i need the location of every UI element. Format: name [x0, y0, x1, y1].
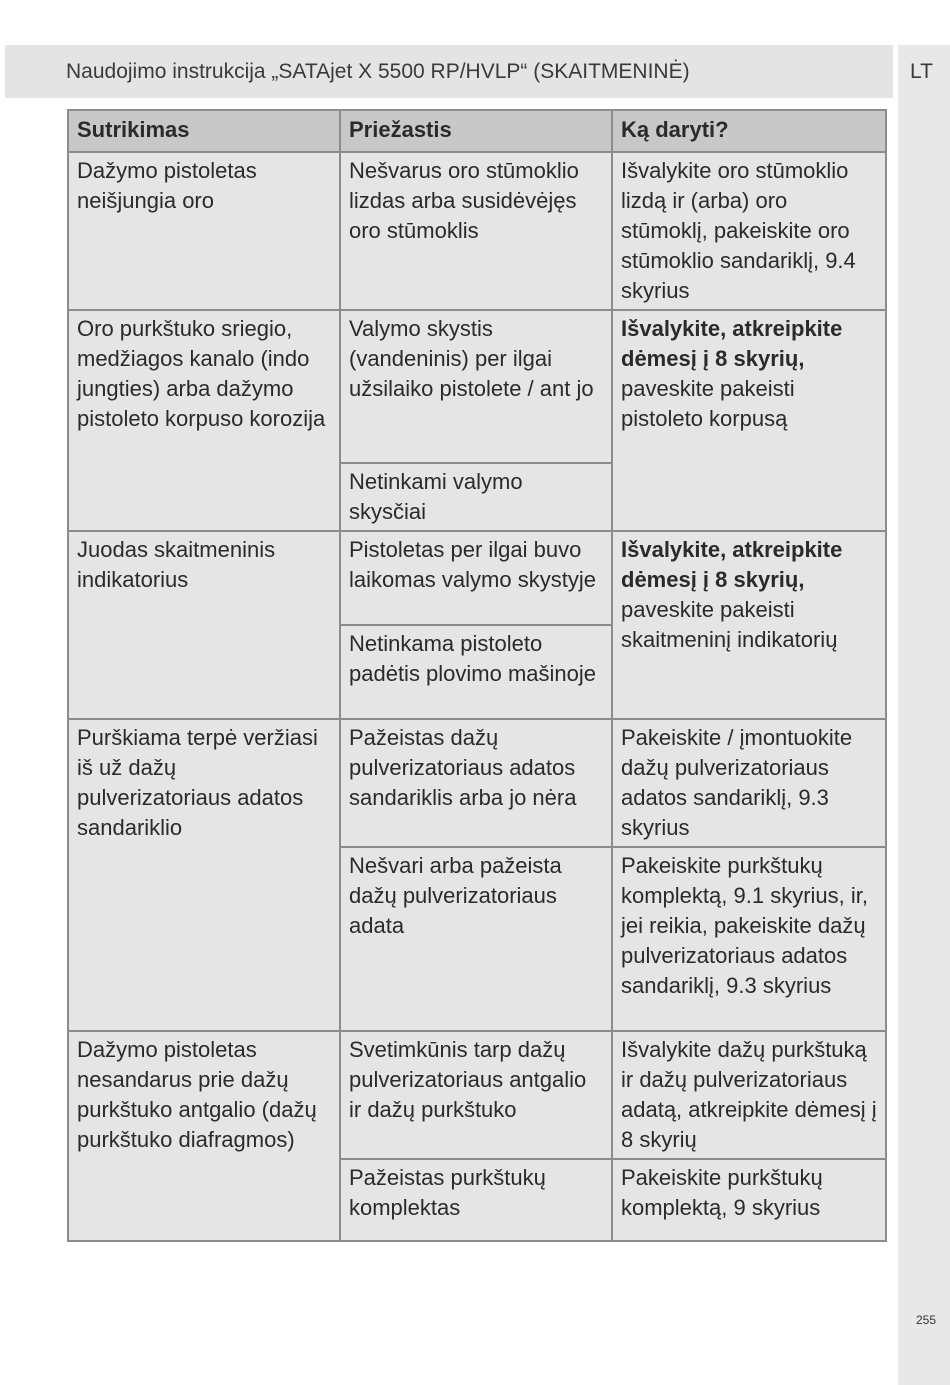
- table-header-row: [68, 110, 886, 152]
- cause-cell: Nešvari arba pažeista dažų pulverizatoriaus adata: [340, 847, 612, 1031]
- table-row: [68, 719, 886, 847]
- cause-cell: Nešvarus oro stūmoklio lizdas arba susidėvėjęs oro stūmoklis: [340, 152, 612, 310]
- column-header-cause: Priežastis: [340, 110, 612, 152]
- cause-cell: Valymo skystis (vandeninis) per ilgai užsilaiko pistolete / ant jo: [340, 310, 612, 463]
- troubleshooting-table: [67, 109, 887, 1242]
- cause-cell: Pistoletas per ilgai buvo laikomas valymo skystyje: [340, 531, 612, 625]
- column-header-remedy: Ką daryti?: [612, 110, 886, 152]
- cause-cell: Netinkama pistoleto padėtis plovimo mašinoje: [340, 625, 612, 719]
- remedy-cell: [612, 531, 886, 719]
- problem-cell: Dažymo pistoletas nesandarus prie dažų purkštuko antgalio (dažų purkštuko diafragmos): [68, 1031, 340, 1241]
- remedy-cell: [612, 310, 886, 531]
- problem-cell: Juodas skaitmeninis indikatorius: [68, 531, 340, 719]
- remedy-cell: Pakeiskite purkštukų komplektą, 9.1 skyrius, ir, jei reikia, pakeiskite dažų pulverizatoriaus adatos sandariklį, 9.3 skyrius: [612, 847, 886, 1031]
- problem-cell: Oro purkštuko sriegio, medžiagos kanalo (indo jungties) arba dažymo pistoleto korpuso korozija: [68, 310, 340, 531]
- remedy-cell: Pakeiskite purkštukų komplektą, 9 skyrius: [612, 1159, 886, 1241]
- table-row: [68, 310, 886, 463]
- problem-cell: Dažymo pistoletas neišjungia oro: [68, 152, 340, 310]
- table-row: [68, 152, 886, 310]
- language-tag: LT: [910, 60, 933, 83]
- cause-cell: Pažeistas dažų pulverizatoriaus adatos sandariklis arba jo nėra: [340, 719, 612, 847]
- page-number: 255: [916, 1313, 937, 1327]
- remedy-bold-text: Išvalykite, atkreipkite dėmesį į 8 skyrių,: [621, 316, 843, 371]
- problem-cell: Purškiama terpė veržiasi iš už dažų pulverizatoriaus adatos sandariklio: [68, 719, 340, 1031]
- cause-cell: Svetimkūnis tarp dažų pulverizatoriaus antgalio ir dažų purkštuko: [340, 1031, 612, 1159]
- cause-cell: Pažeistas purkštukų komplektas: [340, 1159, 612, 1241]
- remedy-text: paveskite pakeisti pistoleto korpusą: [621, 376, 795, 431]
- remedy-text: paveskite pakeisti skaitmeninį indikatorių: [621, 597, 838, 652]
- remedy-cell: Išvalykite oro stūmoklio lizdą ir (arba) oro stūmoklį, pakeiskite oro stūmoklio sandariklį, 9.4 skyrius: [612, 152, 886, 310]
- column-header-problem: Sutrikimas: [68, 110, 340, 152]
- cause-cell: Netinkami valymo skysčiai: [340, 463, 612, 531]
- page-title: Naudojimo instrukcija „SATAjet X 5500 RP/HVLP“ (SKAITMENINĖ): [66, 60, 690, 83]
- remedy-cell: Pakeiskite / įmontuokite dažų pulverizatoriaus adatos sandariklį, 9.3 skyrius: [612, 719, 886, 847]
- language-sidebar: [898, 45, 950, 1385]
- table-row: [68, 1031, 886, 1159]
- remedy-bold-text: Išvalykite, atkreipkite dėmesį į 8 skyrių,: [621, 537, 843, 592]
- table-row: [68, 531, 886, 625]
- remedy-cell: Išvalykite dažų purkštuką ir dažų pulverizatoriaus adatą, atkreipkite dėmesį į 8 skyrių: [612, 1031, 886, 1159]
